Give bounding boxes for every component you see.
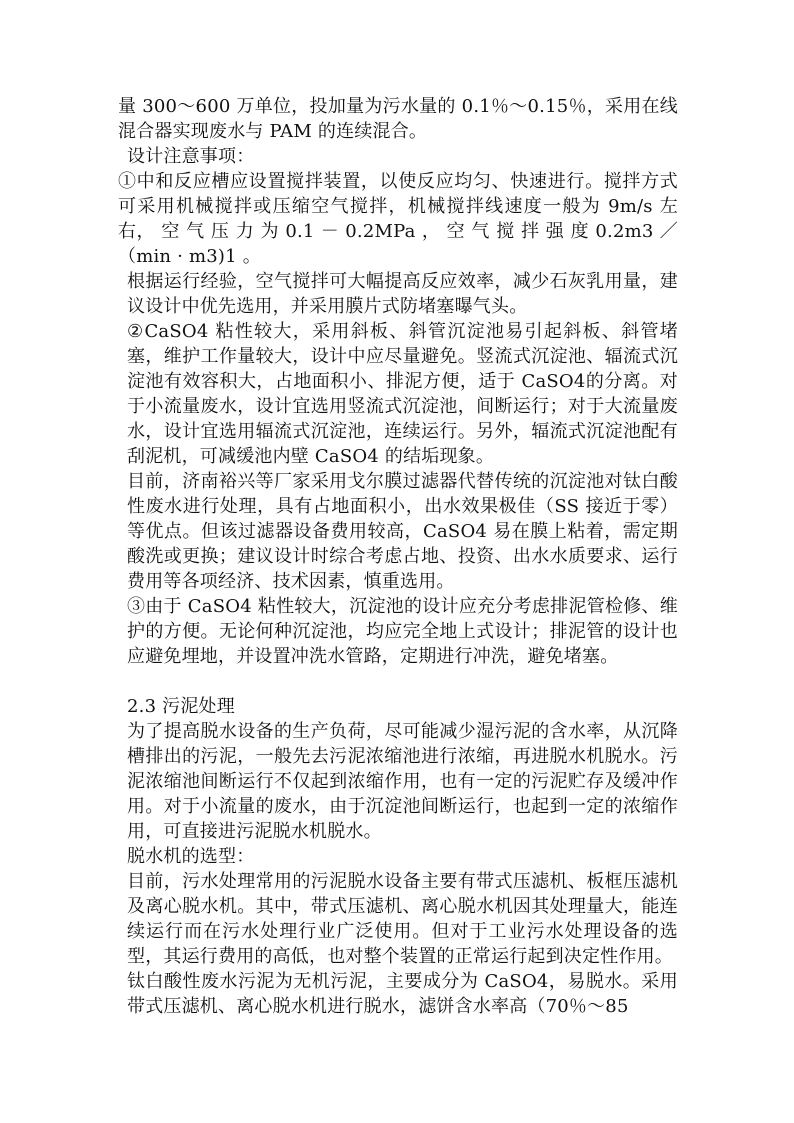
paragraph-pam-dosing: 量 300～600 万单位，投加量为污水量的 0.1％～0.15％，采用在线混合器实现废水与 PAM 的连续混合。	[118, 96, 678, 142]
paragraph-note-2: ②CaSO4 粘性较大，采用斜板、斜管沉淀池易引起斜板、斜管堵塞，维护工作量较大，设计中应尽量避免。竖流式沉淀池、辐流式沉淀池有效容积大，占地面积小、排泥方便，适于 CaSO4的分离。对于小流量废水，设计宜选用竖流式沉淀池，间断运行；对于大流量废水，设计宜选用辐流式沉淀池，连续运行。另外，辐流式沉淀池配有刮泥机，可减缓池内壁 CaSO4 的结垢现象。	[127, 321, 678, 467]
design-notes-label: 设计注意事项：	[127, 146, 255, 167]
paragraph-titanium-sludge: 钛白酸性废水污泥为无机污泥，主要成分为 CaSO4，易脱水。采用带式压滤机、离心脱水机进行脱水，滤饼含水率高（70％～85	[127, 971, 678, 1017]
section-heading-sludge: 2.3 污泥处理	[127, 696, 235, 717]
paragraph-note-1-end: （min · m3)1 。	[118, 246, 261, 267]
paragraph-gore-filter: 目前，济南裕兴等厂家采用戈尔膜过滤器代替传统的沉淀池对钛白酸性废水进行处理，具有占地面积小，出水效果极佳（SS 接近于零）等优点。但该过滤器设备费用较高，CaSO4 易在膜上粘着，需定期酸洗或更换；建议设计时综合考虑占地、投资、出水水质要求、运行费用等各项经济、技术因素，慎重选用。	[127, 471, 678, 592]
paragraph-dewatering-equipment: 目前，污水处理常用的污泥脱水设备主要有带式压滤机、板框压滤机及离心脱水机。其中，带式压滤机、离心脱水机因其处理量大，能连续运行而在污水处理行业广泛使用。但对于工业污水处理设备的选型，其运行费用的高低，也对整个装置的正常运行起到决定性作用。	[127, 871, 678, 967]
dewatering-selection-label: 脱水机的选型：	[127, 846, 255, 867]
blank-line	[118, 669, 678, 694]
paragraph-sludge-thickening: 为了提高脱水设备的生产负荷，尽可能减少湿污泥的含水率，从沉降槽排出的污泥，一般先去污泥浓缩池进行浓缩，再进脱水机脱水。污泥浓缩池间断运行不仅起到浓缩作用，也有一定的污泥贮存及缓冲作用。对于小流量的废水，由于沉淀池间断运行，也起到一定的浓缩作用，可直接进污泥脱水机脱水。	[127, 721, 678, 842]
paragraph-note-3: ③由于 CaSO4 粘性较大，沉淀池的设计应充分考虑排泥管检修、维护的方便。无论何种沉淀池，均应完全地上式设计；排泥管的设计也应避免埋地，并设置冲洗水管路，定期进行冲洗，避免堵塞。	[127, 596, 678, 667]
paragraph-air-mixing: 根据运行经验，空气搅拌可大幅提高反应效率，减少石灰乳用量，建议设计中优先选用，并采用膜片式防堵塞曝气头。	[127, 271, 678, 317]
document-body	[118, 94, 678, 1019]
paragraph-note-1: ①中和反应槽应设置搅拌装置，以使反应均匀、快速进行。搅拌方式可采用机械搅拌或压缩空气搅拌，机械搅拌线速度一般为 9m/s 左右， 空 气 压 力 为 0.1 － 0.2MPa ， 空 气 搅 拌 强 度 0.2m3 ／	[118, 171, 678, 242]
